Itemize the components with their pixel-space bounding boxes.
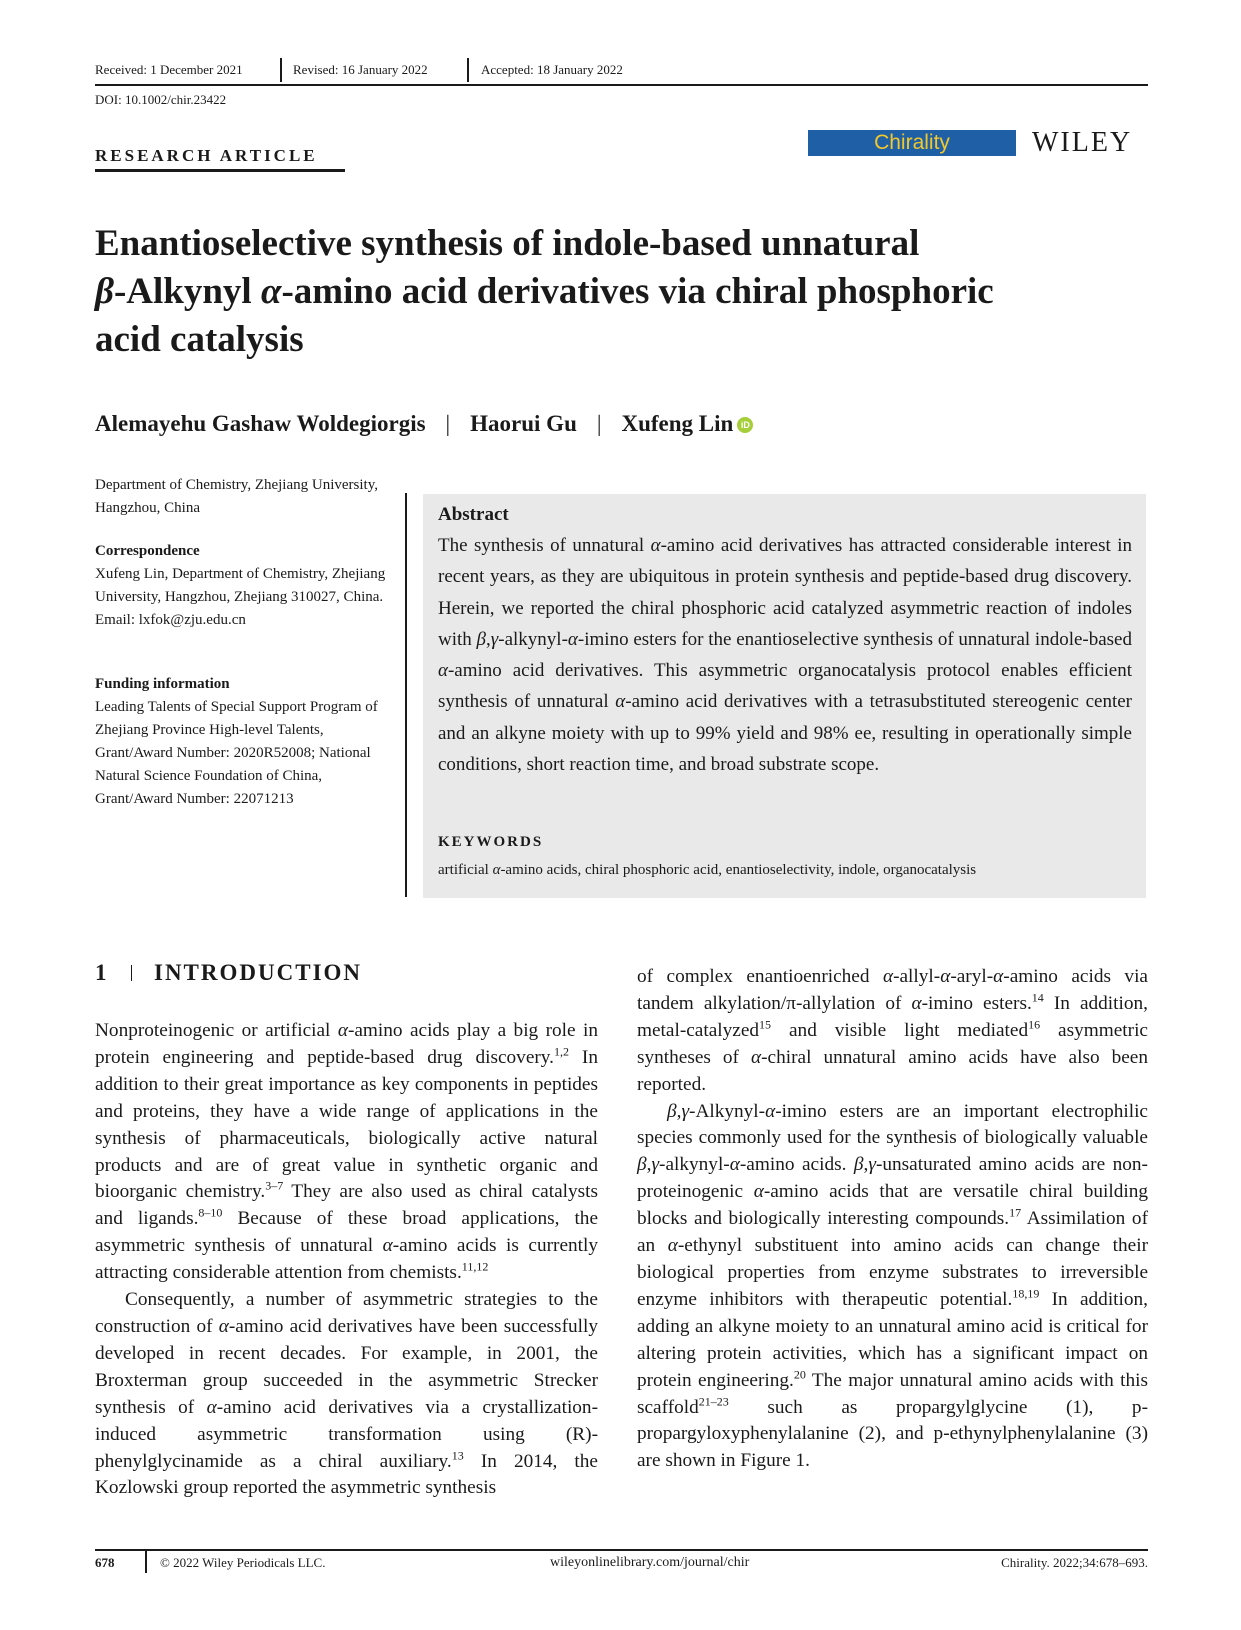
footer-divider — [145, 1551, 147, 1573]
citation: Chirality. 2022;34:678–693. — [1001, 1555, 1148, 1570]
doi[interactable]: DOI: 10.1002/chir.23422 — [95, 92, 227, 107]
section-heading — [95, 960, 362, 986]
section-title: INTRODUCTION — [154, 960, 363, 985]
journal-url[interactable]: wileyonlinelibrary.com/journal/chir — [550, 1555, 750, 1570]
reference-citation[interactable]: 20 — [793, 1367, 806, 1382]
abstract-heading: Abstract — [438, 504, 509, 525]
author-name[interactable]: Haorui Gu — [470, 411, 577, 436]
body-text: In addition, adding an alkyne moiety to an unnatural amino acid is critical for altering protein activities, which has a significant impact on protein engineering. — [637, 1288, 1149, 1391]
received-date: Received: 1 December 2021 — [95, 62, 243, 77]
funding-heading: Funding information — [95, 676, 230, 692]
funding-text: Leading Talents of Special Support Program of Zhejiang Province High-level Talents, Grant/Award Number: 2020R52008; National Natural Science Foundation of China, Grant/Award Number: 22071213 — [95, 699, 378, 807]
reference-citation[interactable]: 16 — [1028, 1017, 1041, 1032]
affiliation: Department of Chemistry, Zhejiang University, Hangzhou, China — [95, 477, 378, 516]
body-text: In addition to their great importance as key components in peptides and proteins, they have a wide range of applications in the synthesis of pharmaceuticals, biologically active natural products and are of great value in synthetic organic and bioorganic chemistry. — [95, 1046, 598, 1203]
body-text: The major unnatural amino acids with this scaffold — [637, 1369, 1148, 1418]
reference-citation[interactable]: 11,12 — [461, 1259, 489, 1274]
right-column — [637, 964, 1148, 1475]
section-divider — [131, 965, 133, 981]
title-line: Enantioselective synthesis of indole-based unnatural — [95, 223, 920, 264]
body-text: of complex enantioenriched α-allyl-α-aryl-α-amino acids via tandem alkylation/π-allylation of α-imino esters. — [637, 966, 1148, 1014]
copyright: © 2022 Wiley Periodicals LLC. — [160, 1555, 326, 1570]
body-text: Nonproteinogenic or artificial α-amino acids play a big role in protein engineering and peptide-based drug discovery. — [95, 1020, 598, 1068]
journal-logo: Chirality — [808, 130, 1016, 156]
reference-citation[interactable]: 21–23 — [698, 1394, 729, 1409]
body-text: Because of these broad applications, the asymmetric synthesis of unnatural α-amino acids is currently attracting considerable attention from chemists. — [95, 1208, 598, 1284]
reference-citation[interactable]: 14 — [1031, 990, 1044, 1005]
correspondence-block — [95, 540, 395, 632]
title-line — [95, 268, 1145, 316]
author-list — [95, 411, 753, 437]
body-paragraph — [637, 964, 1148, 1099]
title-line-2: β-Alkynyl α-amino acid derivatives via chiral phosphoric — [95, 271, 994, 312]
body-text: In 2014, the Kozlowski group reported the asymmetric synthesis — [95, 1450, 598, 1499]
body-text: such as propargylglycine (1), p-propargyloxyphenylalanine (2), and p-ethynylphenylalanine (3) are shown in Figure 1. — [637, 1396, 1148, 1472]
funding-block — [95, 673, 395, 811]
body-text: Consequently, a number of asymmetric strategies to the construction of α-amino acid derivatives have been successfully developed in recent decades. For example, in 2001, the Broxterman group succeeded in the asymmetric Strecker synthesis of α-amino acid derivatives via a crystallization-induced asymmetric transformation using (R)-phenylglycinamide as a chiral auxiliary. — [95, 1289, 598, 1472]
reference-citation[interactable]: 1,2 — [554, 1044, 570, 1059]
article-title — [95, 220, 1145, 364]
date-divider — [280, 58, 282, 82]
correspondence-heading: Correspondence — [95, 543, 200, 559]
accepted-date: Accepted: 18 January 2022 — [481, 62, 623, 77]
publisher-logo: WILEY — [1032, 127, 1133, 158]
left-column — [95, 1018, 598, 1502]
author-separator: | — [596, 411, 602, 436]
article-type-underline — [95, 169, 345, 172]
date-divider — [467, 58, 469, 82]
correspondence-text: Xufeng Lin, Department of Chemistry, Zhejiang University, Hangzhou, Zhejiang 310027, China. — [95, 566, 386, 605]
orcid-icon[interactable]: iD — [737, 417, 753, 433]
body-text: Assimilation of an α-ethynyl substituent into amino acids can change their biological properties from enzyme substrates to irreversible enzyme inhibitors with therapeutic potential. — [637, 1208, 1148, 1310]
keywords: artificial α-amino acids, chiral phosphoric acid, enantioselectivity, indole, organocatalysis — [438, 862, 977, 878]
body-text: asymmetric syntheses of α-chiral unnatural amino acids have also been reported. — [637, 1019, 1148, 1095]
body-text: They are also used as chiral catalysts and ligands. — [95, 1181, 599, 1230]
page-number: 678 — [95, 1555, 115, 1570]
section-number: 1 — [95, 960, 109, 985]
author-separator: | — [445, 411, 451, 436]
title-line: acid catalysis — [95, 319, 304, 360]
body-text: β,γ-Alkynyl-α-imino esters are an important electrophilic species commonly used for the synthesis of biologically valuable β,γ-alkynyl-α-amino acids. β,γ-unsaturated amino acids are non-proteinogenic α-amino acids that are versatile chiral building blocks and biologically interesting compounds. — [637, 1100, 1148, 1230]
abstract-body: The synthesis of unnatural α-amino acid derivatives has attracted considerable interest in recent years, as they are ubiquitous in protein synthesis and peptide-based drug discovery. Herein, we reported the chiral phosphoric acid catalyzed asymmetric reaction of indoles with β,γ-alkynyl-α-imino esters for the enantioselective synthesis of unnatural indole-based α-amino acid derivatives. This asymmetric organocatalysis protocol enables efficient synthesis of unnatural α-amino acid derivatives with a tetrasubstituted stereogenic center and an alkyne moiety with up to 99% yield and 98% ee, resulting in operationally simple conditions, short reaction time, and broad substrate scope. — [438, 535, 1132, 776]
revised-date: Revised: 16 January 2022 — [293, 62, 428, 77]
reference-citation[interactable]: 15 — [759, 1017, 772, 1032]
article-type: RESEARCH ARTICLE — [95, 146, 318, 165]
body-paragraph — [95, 1018, 598, 1287]
reference-citation[interactable]: 13 — [451, 1448, 464, 1463]
body-paragraph — [637, 1099, 1148, 1476]
reference-citation[interactable]: 18,19 — [1012, 1286, 1040, 1301]
body-text: In addition, metal-catalyzed — [637, 992, 1148, 1041]
reference-citation[interactable]: 17 — [1009, 1205, 1022, 1220]
header-rule — [95, 84, 1148, 86]
body-text: and visible light mediated — [771, 1019, 1029, 1041]
reference-citation[interactable]: 8–10 — [198, 1205, 223, 1220]
body-paragraph — [95, 1287, 598, 1502]
footer-rule — [95, 1549, 1148, 1551]
keywords-heading: KEYWORDS — [438, 834, 544, 850]
column-divider — [405, 493, 407, 897]
correspondence-email[interactable]: Email: lxfok@zju.edu.cn — [95, 612, 246, 628]
author-name[interactable]: Alemayehu Gashaw Woldegiorgis — [95, 411, 426, 436]
author-name[interactable]: Xufeng Lin — [621, 411, 734, 436]
reference-citation[interactable]: 3–7 — [265, 1179, 284, 1194]
